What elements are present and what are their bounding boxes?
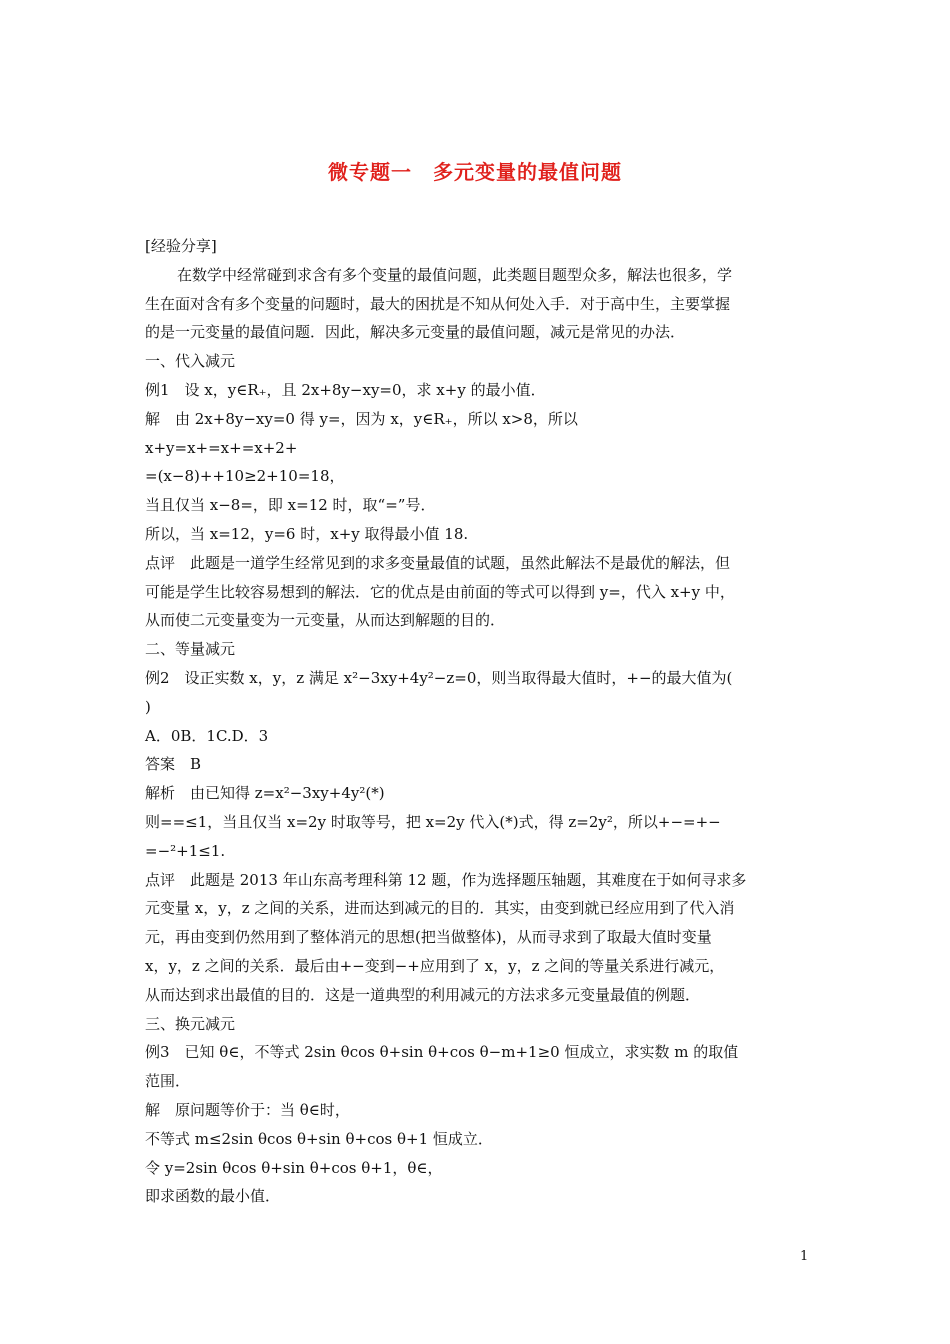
comment-line: 点评 此题是 2013 年山东高考理科第 12 题，作为选择题压轴题，其难度在于如何寻求多 xyxy=(145,870,747,889)
choices-line: A．0B．1C.D．3 xyxy=(145,726,269,745)
example-line: 范围． xyxy=(145,1072,191,1091)
paragraph-line: 生在面对含有多个变量的问题时，最大的困扰是不知从何处入手．对于高中生，主要掌握 xyxy=(145,294,731,313)
solution-line: 不等式 m≤2sin θcos θ+sin θ+cos θ+1 恒成立． xyxy=(145,1129,493,1148)
page-title: 微专题一 多元变量的最值问题 xyxy=(328,160,622,184)
solution-line: 即求函数的最小值． xyxy=(145,1187,281,1206)
analysis-line: 解析 由已知得 z=x²−3xy+4y²(*) xyxy=(145,784,385,803)
comment-line: 从而使二元变量变为一元变量，从而达到解题的目的． xyxy=(145,611,506,630)
comment-line: 元变量 x，y，z 之间的关系，进而达到减元的目的．其实，由变到就已经应用到了代入消 xyxy=(145,899,735,918)
paragraph-line: 在数学中经常碰到求含有多个变量的最值问题，此类题目题型众多，解法也很多，学 xyxy=(177,265,733,284)
comment-line: 点评 此题是一道学生经常见到的求多变量最值的试题，虽然此解法不是最优的解法，但 xyxy=(145,553,731,572)
section-heading: 三、换元减元 xyxy=(145,1014,236,1033)
formula-line: =(x−8)++10≥2+10=18， xyxy=(145,467,345,486)
section-label: [经验分享] xyxy=(145,237,217,255)
answer-line: 答案 B xyxy=(145,755,202,774)
solution-line: 所以，当 x=12，y=6 时，x+y 取得最小值 18. xyxy=(145,524,469,543)
formula-line: x+y=x+=x+=x+2+ xyxy=(145,438,298,457)
solution-line: 令 y=2sin θcos θ+sin θ+cos θ+1，θ∈， xyxy=(145,1158,443,1177)
comment-line: x，y，z 之间的关系．最后由+−变到−+应用到了 x，y，z 之间的等量关系进行减元， xyxy=(145,956,725,975)
body-text xyxy=(145,232,807,1211)
solution-line: 解 由 2x+8y−xy=0 得 y=，因为 x，y∈R₊，所以 x>8，所以 xyxy=(145,409,578,428)
page-number: 1 xyxy=(800,1249,809,1264)
paragraph-line: 的是一元变量的最值问题．因此，解决多元变量的最值问题，减元是常见的办法． xyxy=(145,323,686,342)
solution-line: 当且仅当 x−8=，即 x=12 时，取“=”号． xyxy=(145,496,436,515)
example-line: ) xyxy=(145,697,151,716)
section-heading: 二、等量减元 xyxy=(145,640,236,659)
analysis-line: 则==≤1，当且仅当 x=2y 时取等号，把 x=2y 代入(*)式，得 z=2y²，所以+−=+− xyxy=(145,812,721,831)
comment-line: 元，再由变到仍然用到了整体消元的思想(把当做整体)，从而寻求到了取最大值时变量 xyxy=(145,928,712,947)
example-line: 例2 设正实数 x，y，z 满足 x²−3xy+4y²−z=0，则当取得最大值时，+−的最大值为( xyxy=(145,668,733,687)
example-line: 例3 已知 θ∈，不等式 2sin θcos θ+sin θ+cos θ−m+1≥0 恒成立，求实数 m 的取值 xyxy=(145,1043,739,1062)
analysis-line: =−²+1≤1. xyxy=(145,841,226,860)
comment-line: 从而达到求出最值的目的．这是一道典型的利用减元的方法求多元变量最值的例题． xyxy=(145,985,701,1004)
comment-line: 可能是学生比较容易想到的解法．它的优点是由前面的等式可以得到 y=，代入 x+y 中， xyxy=(145,582,735,601)
solution-line: 解 原问题等价于：当 θ∈时， xyxy=(145,1100,350,1119)
section-heading: 一、代入减元 xyxy=(145,352,236,371)
example-line: 例1 设 x，y∈R₊，且 2x+8y−xy=0，求 x+y 的最小值． xyxy=(145,380,546,399)
